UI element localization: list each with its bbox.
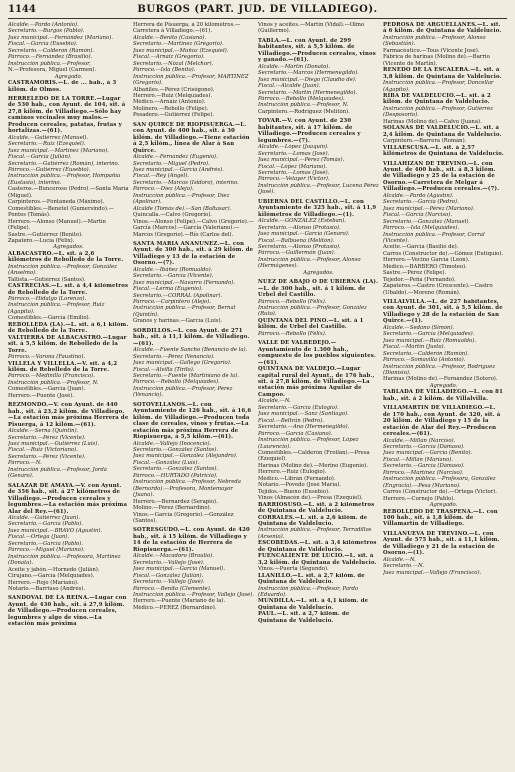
text-line: Secretario.—Calderón (Ramón). [8, 47, 94, 54]
text-line: Alcalde.—Fernández (Eugenio). [133, 154, 218, 161]
text-line: Juez municipal.—Pérez (Mariano). [383, 205, 475, 212]
text-line: Juez municipal.—García (Andrés). [133, 166, 224, 173]
text-line: Alcalde.—Martín (Donato). [258, 63, 331, 70]
text-line: Médico.—Librán (Fernando). [258, 475, 336, 482]
text-line: PEDROSA DE ARGUELLANES.—L. sit. á 6 kilóm. de Quintana de Valdelucio. [383, 22, 502, 35]
text-line: CASTRECIAS.—L. sit. á 4,4 kilómetros de Rebolledo de la Torre. [8, 283, 129, 296]
text-line: CORRALES.—L. sit. á 2,6 kilóm. de Quintana de Valdelucio. [258, 514, 368, 527]
text-line: Alcalde.—Pardo (Agustín). [383, 192, 454, 199]
text-line: Secretario.—Lomas (José). [258, 169, 330, 176]
text-line: Carros (Constructor de).—Ortega (Víctor). [383, 489, 497, 496]
text-line: VILLAMARTÍN DE VILLADIEGO.—L. de 170 hab., con Ayunt. de 320, sit. á 20 kilóm. de Villadiego y 15 de la estación de Alar del Rey.—Producen cereales.—(61). [383, 405, 501, 438]
text-line: Juez municipal.—Navarro (Fernando). [133, 279, 235, 286]
text-line: Párroco.—Carpintero (Alejo). [133, 299, 211, 306]
text-line: Párroco.—N. [8, 460, 42, 467]
text-line: Alcalde.—Ibáñez (Romualdo). [133, 266, 213, 273]
text-line: Instrucción pública.—Profesor, Alonso (Sebastián). [383, 34, 486, 48]
text-line: Notario.—Barriuso (Andrés). [8, 585, 86, 592]
text-line: Alcalde.—Gutiérrez (Juan). [8, 514, 81, 521]
text-line: Vinos y aceites.—Martín (Vidal).—Olmo (Guillermo). [258, 22, 365, 35]
page-title: BURGOS (PART. JUD. DE VILLADIEGO). [137, 4, 378, 15]
text-line: Instrucción pública.—Profesor, Doncellar (Agapito). [383, 80, 494, 93]
text-line: Secretario.—Pérez (Vicente). [8, 434, 86, 441]
text-line: Secretario.—Gutiérrez (Román), interino. [8, 160, 120, 167]
text-line: Párroco.—Fernández (Brasilio). [8, 54, 93, 61]
text-line: Instrucción pública.—Profesor, Pardo (Eduardo). [258, 585, 359, 598]
text-line: Secretario.—González (Santos). [133, 447, 219, 453]
text-line: Fiscal.—García (Narciso). [383, 212, 453, 219]
text-line: SALAZAR DE AMAYA.—V. con Ayunt. de 356 hab., sit. á 27 kilómetros de Villadiego.—Producen cereales y legumbres.—La estación más próxima Alar del Rey.—(61). [8, 482, 128, 515]
text-line: QUINTANA DE VALDEJO.—Lugar capital rural del Ayunt., de 176 hab., sit. á 27,8 kilóm. de Villadiego.—La estación más próxima Aguilar de Campoo. [258, 366, 375, 398]
text-line: SOTOVELLANOS.—L. con Ayuntamiento de 126 hab., sit. á 16,6 kilóm. de Villadiego.—Producen toda clase de cereales, vinos y frutas.—La estación más próxima Herrera de Riopisuerga, á 5,5 kilóm.—(61). [133, 401, 252, 441]
text-line: Párroco.—Guillermón (Juan). [258, 250, 336, 257]
text-line: TOVAR.—V. con Ayunt. de 230 habitantes, sit. á 17 kilóm. de Villadiego.—Producen cereales y legumbres.—(7). [258, 118, 361, 144]
text-line: Sastre.—Gutiérrez (Benito). [8, 231, 83, 238]
text-line: Instrucción pública.—Profesor, Bernal (Quintín). [133, 305, 236, 318]
text-line: SANTA MARÍA ANANÚÑEZ.—L. con Ayunt. de 300 hab., sit. á 29 kilóm. de Villadiego y 13 de la estación de Osorno.—(7). [133, 240, 254, 267]
text-line: Herrero.—Alonso (Manuel).—Martín (Felipe). [8, 218, 106, 232]
text-columns [8, 22, 507, 770]
text-line: Secretario.—Pérez (Vicente). [8, 453, 86, 460]
text-line: Juez municipal.—Vallejo (Francisco). [383, 569, 482, 576]
text-line: Aceite.—García (Basilio de). [383, 244, 459, 251]
text-line: Instrucción pública.—Profesora, Martínez (Donata). [8, 553, 121, 567]
text-line: Alcalde.—López (Joaquín). [258, 144, 329, 151]
text-line: Instrucción pública.—Profesor, Lucena Pérez (José). [258, 182, 379, 196]
text-line: Párroco.—Miguel (Mariano). [8, 547, 85, 554]
text-line: Vinos.—Alonso (Felipe).—Calvo (Gregorio).—García (Marcos).—García (Valeriano).—Marcos (Gregorio).—Río (Carlos del). [133, 218, 254, 238]
text-line: Alcalde.—N. [383, 556, 416, 563]
text-line: Instrucción pública.—Profesor, Ruiz (Agapito). [8, 302, 105, 315]
text-line: Fiscal.—García (Eusebio). [8, 41, 78, 48]
text-line: Juez municipal.—García (Benito). [383, 450, 473, 457]
text-line: Juez municipal.—Diego (Claudio de). [258, 76, 357, 83]
text-line: Fiscal.—López (Mariano). [258, 163, 327, 170]
text-line: Párroco.—Velayer (Víctor). [258, 176, 330, 183]
text-line: Médico.—BARBERO (Timoteo). [383, 263, 467, 270]
text-line: Párroco.—Rebollo (Melquíades). [133, 379, 220, 386]
text-line: Agregados. [303, 269, 334, 276]
text-line: Alcalde (Tomás de).—San (Baltasar). [133, 205, 232, 212]
text-line: Párroco.—Benito (Clemente). [133, 585, 212, 592]
text-line: REBOLLEDA (LA).—L. sit. á 6,1 kilóm. de Rebolledo de la Torre. [8, 321, 129, 335]
text-line: Vinos.—Puerta (Segundo). [258, 566, 329, 573]
text-line: Juez municipal.—García (Manuel). [133, 566, 226, 573]
text-line: Juez municipal.—Gutiérrez (Luis). [8, 441, 99, 447]
text-line: SORDILLOS.—L. con Ayunt. de 271 hab., sit. á 11,1 kilóm. de Villadiego.—(61). [133, 327, 250, 347]
text-line: Alcalde.—Pardo (Antonio). [8, 22, 79, 28]
text-line: ALBACASTRO.—L. sit. á 2,6 kilómetros de Rebolledo de la Torre. [8, 250, 124, 264]
text-line: Secretario.—Fuente (Martiniano de la). [133, 373, 239, 380]
text-line: Alcalde.—N. [258, 398, 291, 405]
text-line: NUEZ DE ABAJO Ó DE UBIERNA (LA).—L. de 300 hab., sit. á 1 kilóm. de Urbel del Castillo. [258, 279, 379, 299]
text-line: Párroco.—Gutiérrez (Eusebio). [8, 166, 91, 173]
text-line: Carpintero.—Barrera (Román). [383, 138, 467, 145]
text-line: VILLALVILLA.—L. de 227 habitantes, con Ayunt. de 301, sit. á 5,5 kilóm. de Villadiego y 28 de la estación de San Quirce.—(1). [383, 299, 503, 325]
text-line: Secretario.—CORRAL (Apolinar). [133, 292, 223, 299]
text-line: Instrucción pública.—Profesor, Terradillos (Arsenio). [258, 527, 372, 540]
text-line: Secretario.—Miguel (Pedro). [133, 160, 210, 167]
text-line: MUNDILLA.—L. sit. á 4,1 kilóm. de Quintana de Valdelucio. [258, 598, 369, 611]
text-line: Herrero.—Puente (Mariano de la). [133, 598, 226, 605]
text-line: Instrucción pública.—Profesor, Vallejo (José). [133, 591, 254, 598]
text-line: Cirujano.—García (Melquíades). [8, 573, 95, 580]
text-line: Herrero.—Vecino García (León). [383, 257, 470, 264]
text-line: Instrucción pública.—Profesor, Hompañía (Eustasio), interino. [8, 173, 121, 186]
text-line: Secretario.—Calderón (Ramón). [383, 350, 469, 357]
text-line: Juez municipal.—BRAVO (Agustín). [8, 527, 103, 534]
text-line: VILLAHIZAN DE TREVIÑO.—L. con Ayunt. de 400 hab., sit. á 8,3 kilóm. de Villadiego y 25 de la estación de Osorno.—Carretera de Melgar á Villadiego.—Producen cereales.—(7). [383, 160, 500, 193]
text-line: Secretario.—N. [383, 563, 424, 570]
text-line: Agregado. [54, 73, 83, 80]
text-line: Sastre.—Pérez (Felipe). [383, 270, 447, 277]
text-line: Secretario.—Ano (Hermenegildo). [258, 424, 350, 431]
text-line: Fiscal.—Alcalde (Juan). [258, 83, 321, 90]
text-line: Fiscal.—Millán (Mariano). [383, 456, 454, 463]
text-line: REZMONDO.—V. con Ayunt. de 440 hab., sit. á 23,2 kilóm. de Villadiego.—La estación más próxima Herrera de Pisuerga, á 12 kilóm.—(61). [8, 402, 129, 428]
text-line: Fiscal.—Ortega (Juan). [8, 534, 70, 541]
text-line: Secretario.—García (Dámaso). [383, 463, 465, 470]
text-line: Secretario.—González (Manuel). [383, 218, 471, 225]
text-column-1 [8, 22, 129, 770]
text-line: Vinos (Almacén de).—Presa (Ezequiel). [258, 495, 363, 502]
text-line: Juez municipal.—Fernández (Mariano). [8, 34, 113, 41]
text-line: Fiscal.—González (Luis). [133, 459, 200, 466]
text-line: Médico.—Arnáiz (Antonio). [133, 99, 206, 106]
text-line: Párroco.—Díez (Alejo). [133, 186, 194, 193]
text-line: Alcalde.—Millán (Narciso). [383, 437, 456, 444]
text-line: Secretario.—Alonso (Protasio). [258, 243, 341, 250]
text-line: Párroco.—Medinilla (Francisco). [8, 373, 95, 380]
text-line: Secretario.—Martínez (Gregorio). [133, 41, 224, 48]
text-line: Fiscal.—García (Julián). [8, 154, 72, 161]
text-line: Vinos.—García (Gregorio).—González (Santos). [133, 511, 234, 524]
text-line: Posadero.—Gutiérrez (Felipe). [133, 112, 215, 119]
text-line: Juez municipal.—González (Alejandro). [133, 453, 238, 460]
text-line: Fiscal.—Martín (Justo). [383, 344, 446, 351]
text-line: Agregado. [429, 502, 458, 509]
text-line: Instrucción pública.—Profesor, Jordá (Genaro). [8, 466, 107, 480]
page-number: 1144 [8, 4, 36, 15]
text-line: Alcalde.—Macadoro (Braulio). [133, 553, 214, 560]
text-line: Tejedor.—Peña (Fernando). [383, 276, 456, 283]
text-line: Instrucción pública.—Profesor, N. [258, 102, 349, 109]
text-line: Notario.—Povedo (José María). [258, 482, 341, 489]
text-line: Párroco.—Somavilla (Antonio). [383, 357, 466, 364]
text-line: Alcalde.—Sedano (Simón). [383, 324, 455, 331]
text-line: Párroco.—Rebollo (Félix). [258, 298, 327, 305]
text-line: Quincalla.—Calvo (Gregorio). [133, 212, 212, 219]
text-line: Tejidos.—Bueno (Eusebio). [258, 488, 330, 495]
text-line: Granos y harinas.—García (Luis). [133, 318, 223, 325]
text-line: Zapatero.—Lucía (Félix). [8, 237, 75, 244]
text-line: VILLAESCUSA.—L. sit. á 2,57 kilómetros de Quintana de Valdelucio. [383, 144, 504, 158]
text-line: REBOLLEDO DE TRASPEÑA.—L. con 100 hab., sit. á 1,8 kilóm. de Villamartín de Villadiego. [383, 508, 498, 528]
text-line: Alcalde.—Serna (Quintín). [8, 428, 79, 435]
text-line: Carros (Constructor de).—Gómez (Eutiquio). [383, 250, 504, 257]
text-line: Instrucción pública.—Profesor, López (Laurencio). [258, 437, 359, 450]
text-line: Secretario.—Vallejo (José). [133, 559, 205, 566]
text-line: Instrucción pública.—Profesor, [8, 60, 91, 67]
text-line: Fiscal.—Lerma (Eugenio). [133, 286, 203, 293]
text-line: Secretario.—García (Pablo). [8, 521, 83, 528]
text-line: Fiscal.—Alvilla (Tirilo). [133, 366, 195, 373]
text-line: Tallista.—Gutiérrez (Santos). [8, 276, 86, 283]
text-line: Fiscal.—Arnáiz (Gregorio). [133, 54, 205, 61]
text-line: Secretario.—Alonso (Protasio). [258, 224, 341, 231]
text-line: Comestibles.—Benetel (Gumersindo).—Pontes (Tomás). [8, 205, 114, 219]
text-column-2 [133, 22, 254, 770]
text-line: Agregados. [53, 244, 84, 251]
text-line: Párroco.—Martínez (Narciso). [383, 469, 464, 476]
text-line: Secretario.—García (Melquíades). [383, 331, 475, 338]
text-line: Alcalde.—Benito (Casiano). [133, 34, 207, 41]
text-line: Harinas (Molino de).—Fernández (Sotero). [383, 376, 498, 383]
text-line: HERRELEDO DE LA TORRE.—Lugar de 530 hab., con Ayunt. de 104, sit. á 27,8 kilóm. de Villadiego.—Sólo hay caminos vecinales muy malos.—Producen cereales, patatas, frutas y hortalizas.—(61). [8, 95, 126, 135]
text-line: UBIERNA DEL CASTILLO.—L. con Ayuntamiento de 325 hab., sit. á 11,9 kilómetros de Villadiego.—(1). [258, 198, 377, 218]
text-line: Molinero.—Rebollo (Felipe). [133, 105, 209, 112]
text-line: VALLE DE VALBEDEJO.—Ayuntamiento de 1.300 hab., compuesto de los pueblos siguientes.—(61). [258, 340, 377, 366]
text-line: Juez municipal.—Ruiz (Romualdo). [383, 337, 476, 344]
page-header [8, 4, 507, 19]
text-line: Carpinteros.—Fontaneda (Máximo). [8, 199, 105, 206]
text-line: Fiscal.—Balbuena (Melitón). [258, 237, 335, 244]
text-line: Párroco.—HURTADO (Patricio). [133, 472, 218, 479]
text-line: Secretario.—García (Vicente). [133, 273, 214, 280]
text-line: Harinas (Molino de).—Merino (Eugenio). [258, 462, 368, 469]
text-line: Instrucción pública.—Profesor, González (Anselmo). [8, 263, 117, 277]
text-line: Instrucción pública.—Profesor, Rodríguez (Dionisio). [383, 363, 496, 377]
text-line: Párroco.—Isla (Melquíades). [383, 225, 460, 232]
text-line: PAUL.—L. sit. á 2,7 kilóm. de Quintana de Valdelucio. [258, 611, 350, 624]
text-line: Secretario.—García (Eulogio). [258, 404, 339, 411]
text-line: Secretario.—Ruiz (Ezequiel). [8, 141, 86, 148]
text-line: Alcalde.—Gutiérrez (Manuel). [8, 134, 89, 141]
text-line: Párroco.—Rebollo (Félix). [258, 330, 327, 337]
text-line: Juez municipal.—Muñoz (Ezequiel). [133, 47, 229, 54]
text-line: Herrera de Pisuerga, á 20 kilómetros.—Carretera á Villadiego.—(61). [133, 22, 241, 35]
text-line: FUENCALIENTE DE LUCIO.—L. sit. á 3,2 kilóm. de Quintana de Valdelucio. [258, 553, 377, 566]
text-line: Secretario.—Nozal (Melchor). [133, 60, 214, 67]
text-line: VILLANUEVA DE TREVIÑO.—L. con Ayunt. de 575 hab., sit. á 11,1 kilóm. de Villadiego y 21 de la estación de Osorno.—(1). [383, 530, 500, 557]
text-line: Fiscal.—Ruiz (Victoriano). [8, 447, 78, 454]
text-line: Juez municipal.—García (Genaro). [258, 231, 350, 238]
text-line: Instrucción pública.—Profesor, Pérez (Venancio). [133, 385, 233, 399]
text-line: Fiscal.—Beltrán (Pedro). [258, 417, 324, 424]
text-line: Secretario.—Martín (Hermenegildo). [258, 89, 358, 96]
text-line: Herrero.—Puente (José). [8, 392, 75, 399]
text-line: Fiscal.—Rey (Ángel). [133, 173, 189, 180]
text-line: SANDOVAL DE LA REINA.—Lugar con Ayunt. de 430 hab., sit. á 27,9 kilóm. de Villadiego.—Producen cereales, legumbres y algo de vino.—La estación más próxima [8, 595, 127, 628]
text-line: Instrucción pública.—Profesor, Díez (Apolinar). [133, 192, 230, 206]
text-line: Instrucción pública.—Profesor, Nebreda (Bernardo).—Profesora, Montemayor (Juana). [133, 479, 241, 499]
text-line: Zapateros.—Castro (Crescente).—Castro (Ubaldo).—Moreno (Román). [383, 283, 493, 296]
text-line: Alcalde.—Fuente Sancho (Benancio de la). [133, 347, 248, 354]
text-line: Juez municipal.—Martínez (Mariano). [8, 147, 109, 154]
text-line: RENEDO DE LA ESCALERA.—L. sit. á 3,8 kilóm. de Quintana de Valdelucio. [383, 67, 502, 80]
text-line: ESCOBEDAS.—L. sit. á 3,4 kilómetros de Quintana de Valdelucio. [258, 540, 377, 553]
text-line: Aceite y jabón.—Hornedo (Julián). [8, 566, 100, 573]
text-line: Párroco.—Varona (Faustino). [8, 354, 86, 361]
text-line: Herrero.—Rojo (Mariano). [8, 579, 79, 586]
text-line: Secretario.—González (Santos). [133, 466, 219, 473]
text-line: SOTRESGUDO.—L. con Ayunt. de 420 hab., sit. á 15 kilóm. de Villadiego y 14 de la estación de Herrera de Riopisuerga.—(61). [133, 527, 250, 553]
text-line: Albañiles.—Pérez (Crisógono). [133, 86, 215, 93]
text-line: Herrero.—Bernardez (Serapio). [133, 498, 218, 505]
text-line: Herrero.—Ruiz (Melquíades). [133, 92, 213, 99]
text-line: Secretario.—Pérez (Venancio). [133, 353, 215, 360]
text-line: Instrucción pública.—Profesor, Corral (Vicente). [383, 231, 485, 244]
text-line: Farmacéutico.—Tous (Vicente José). [383, 47, 480, 54]
text-line: Párroco.—Isla (Benito). [133, 67, 196, 74]
text-line: Secretario.—García (Dámaso). [383, 444, 465, 450]
text-line: N.—Profesora, Miguel (Carmen). [8, 67, 97, 74]
text-line: BARRIOSUSO.—L. sit. á 2 kilómetros de Quintana de Valdelucio. [258, 501, 375, 515]
text-line: Comestibles.—Calderón (Froilán).—Presa (Ezequiel). [258, 450, 370, 463]
text-line: Secretario.—Lomas (José). [258, 150, 330, 157]
text-line: Juez municipal.—Gallego (Gregorio). [133, 360, 232, 367]
text-line: Molino.—Pérez (Bernardino). [133, 505, 212, 512]
text-line: Comestibles.—García (Juan). [8, 386, 86, 393]
text-line: Párroco.—Hidalgo (Lorenzo). [8, 296, 87, 303]
text-line: Instrucción pública.—Profesor, MARTÍNEZ (Gregorio). [133, 73, 249, 87]
text-line: RIBA DE VALDELUCIO.—L. sit. á 2 kilóm. de Quintana de Valdelucio. [383, 92, 491, 106]
text-line: Párroco.—Rebollo (Melquíades). [258, 95, 345, 102]
text-line: Carpintero.—Rodríguez (Melitón). [258, 108, 350, 115]
text-line: Comestibles.—García (Emilio). [8, 315, 91, 322]
text-line: Secretario.—García (Pedro). [383, 199, 459, 206]
text-line: Secretario.—Burgos (Pablo). [8, 28, 85, 35]
text-line: Herrero.—Cornejo (Pablo). [383, 495, 455, 502]
text-line: Fiscal.—González (Julián). [133, 572, 204, 579]
text-line: Instrucción pública.—Profesor, Alonso (Hermógenes). [258, 256, 361, 270]
text-column-4 [383, 22, 504, 770]
text-line: Instrucción pública.—Profesora, González (Engracia).—Pesa (Mariano). [383, 476, 496, 489]
text-line: Herrero.—Ruiz (Eulogio). [258, 469, 327, 476]
text-line: TABLA.—L. con Ayunt. de 299 habitantes, sit. á 5,5 kilóm. de Villadiego.—Producen cereales, vinos y ganado.—(61). [258, 37, 376, 64]
text-line: SOLANAS DE VALDELUCIO.—L. sit. á 2,4 kilóm. de Quintana de Valdelucio. [383, 125, 502, 138]
text-line: Fabrica de harinas (Molino de).—Barrio (Vicente de Martín). [383, 54, 490, 67]
text-line: VALTIERRA DE ALBACASTRO.—Lugar sit. á 5,5 kilóm. de Rebolledo de la Torre. [8, 334, 127, 354]
text-line: Instrucción pública.—Profesor, Gutiérrez (Desposorio). [383, 105, 494, 119]
text-line: Secretario.—Marcos (Isidoro), interino. [133, 179, 239, 186]
text-line: Instrucción pública.—Profesor, N. [8, 379, 99, 386]
text-line: Casteros.—Bunceroso (Pedro).—Santa María (Miguel). [8, 186, 129, 199]
text-line: Agregado. [429, 382, 458, 389]
text-line: LLANILLO.—L. sit. á 2,7 kilóm. de Quintana de Valdelucio. [258, 572, 365, 586]
text-line: Médico.—PÉREZ (Bernardino). [133, 604, 217, 611]
text-line: Secretario.—Vallejo (José). [133, 579, 205, 586]
text-column-3 [258, 22, 379, 770]
text-line: VILLELA Y VILLELLA.—V. sit. á 4,2 kilóm. de Rebolledo de la Torre. [8, 360, 118, 374]
text-line: Juez municipal.—Pérez (Tomás). [258, 157, 345, 164]
text-line: SAN QUIRCE DE RIOPISUERGA.—L. con Ayunt. de 400 hab., sit. á 30 kilóm. de Villadiego.—Tiene estación á 2,5 kilóm., línea de Alar á San Quirce. [133, 121, 250, 154]
text-line: QUINTANA DEL PINO.—L. sit. á 1 kilóm. de Urbel del Castillo. [258, 317, 364, 331]
text-line: Instrucción pública.—Profesor, González (Ruto). [258, 305, 367, 318]
text-line: Alcalde.—Vallejo (Inocencio). [133, 440, 212, 447]
text-line: Secretario.—García (Pablo). [8, 540, 83, 547]
text-line: Secretario.—Marcos (Hermenegildo). [258, 70, 359, 77]
text-line: TABLADA DE VILLADIEGO.—L. con 81 hab., sit. á 2 kilóm. de Villalvilla. [383, 389, 503, 402]
text-line: Alcalde.—GONZÁLEZ (Esteban). [258, 218, 346, 225]
text-line: Párroco.—García (Casiano). [258, 430, 333, 437]
text-line: CASTRAMORIS.—L. de ... hab., á 3 kilóm. de Olmos. [8, 80, 117, 93]
text-line: Juez municipal.—Sanz (Santiago). [258, 411, 349, 418]
text-line: Harinas (Molino de).—Calvo (Juana). [383, 118, 482, 125]
